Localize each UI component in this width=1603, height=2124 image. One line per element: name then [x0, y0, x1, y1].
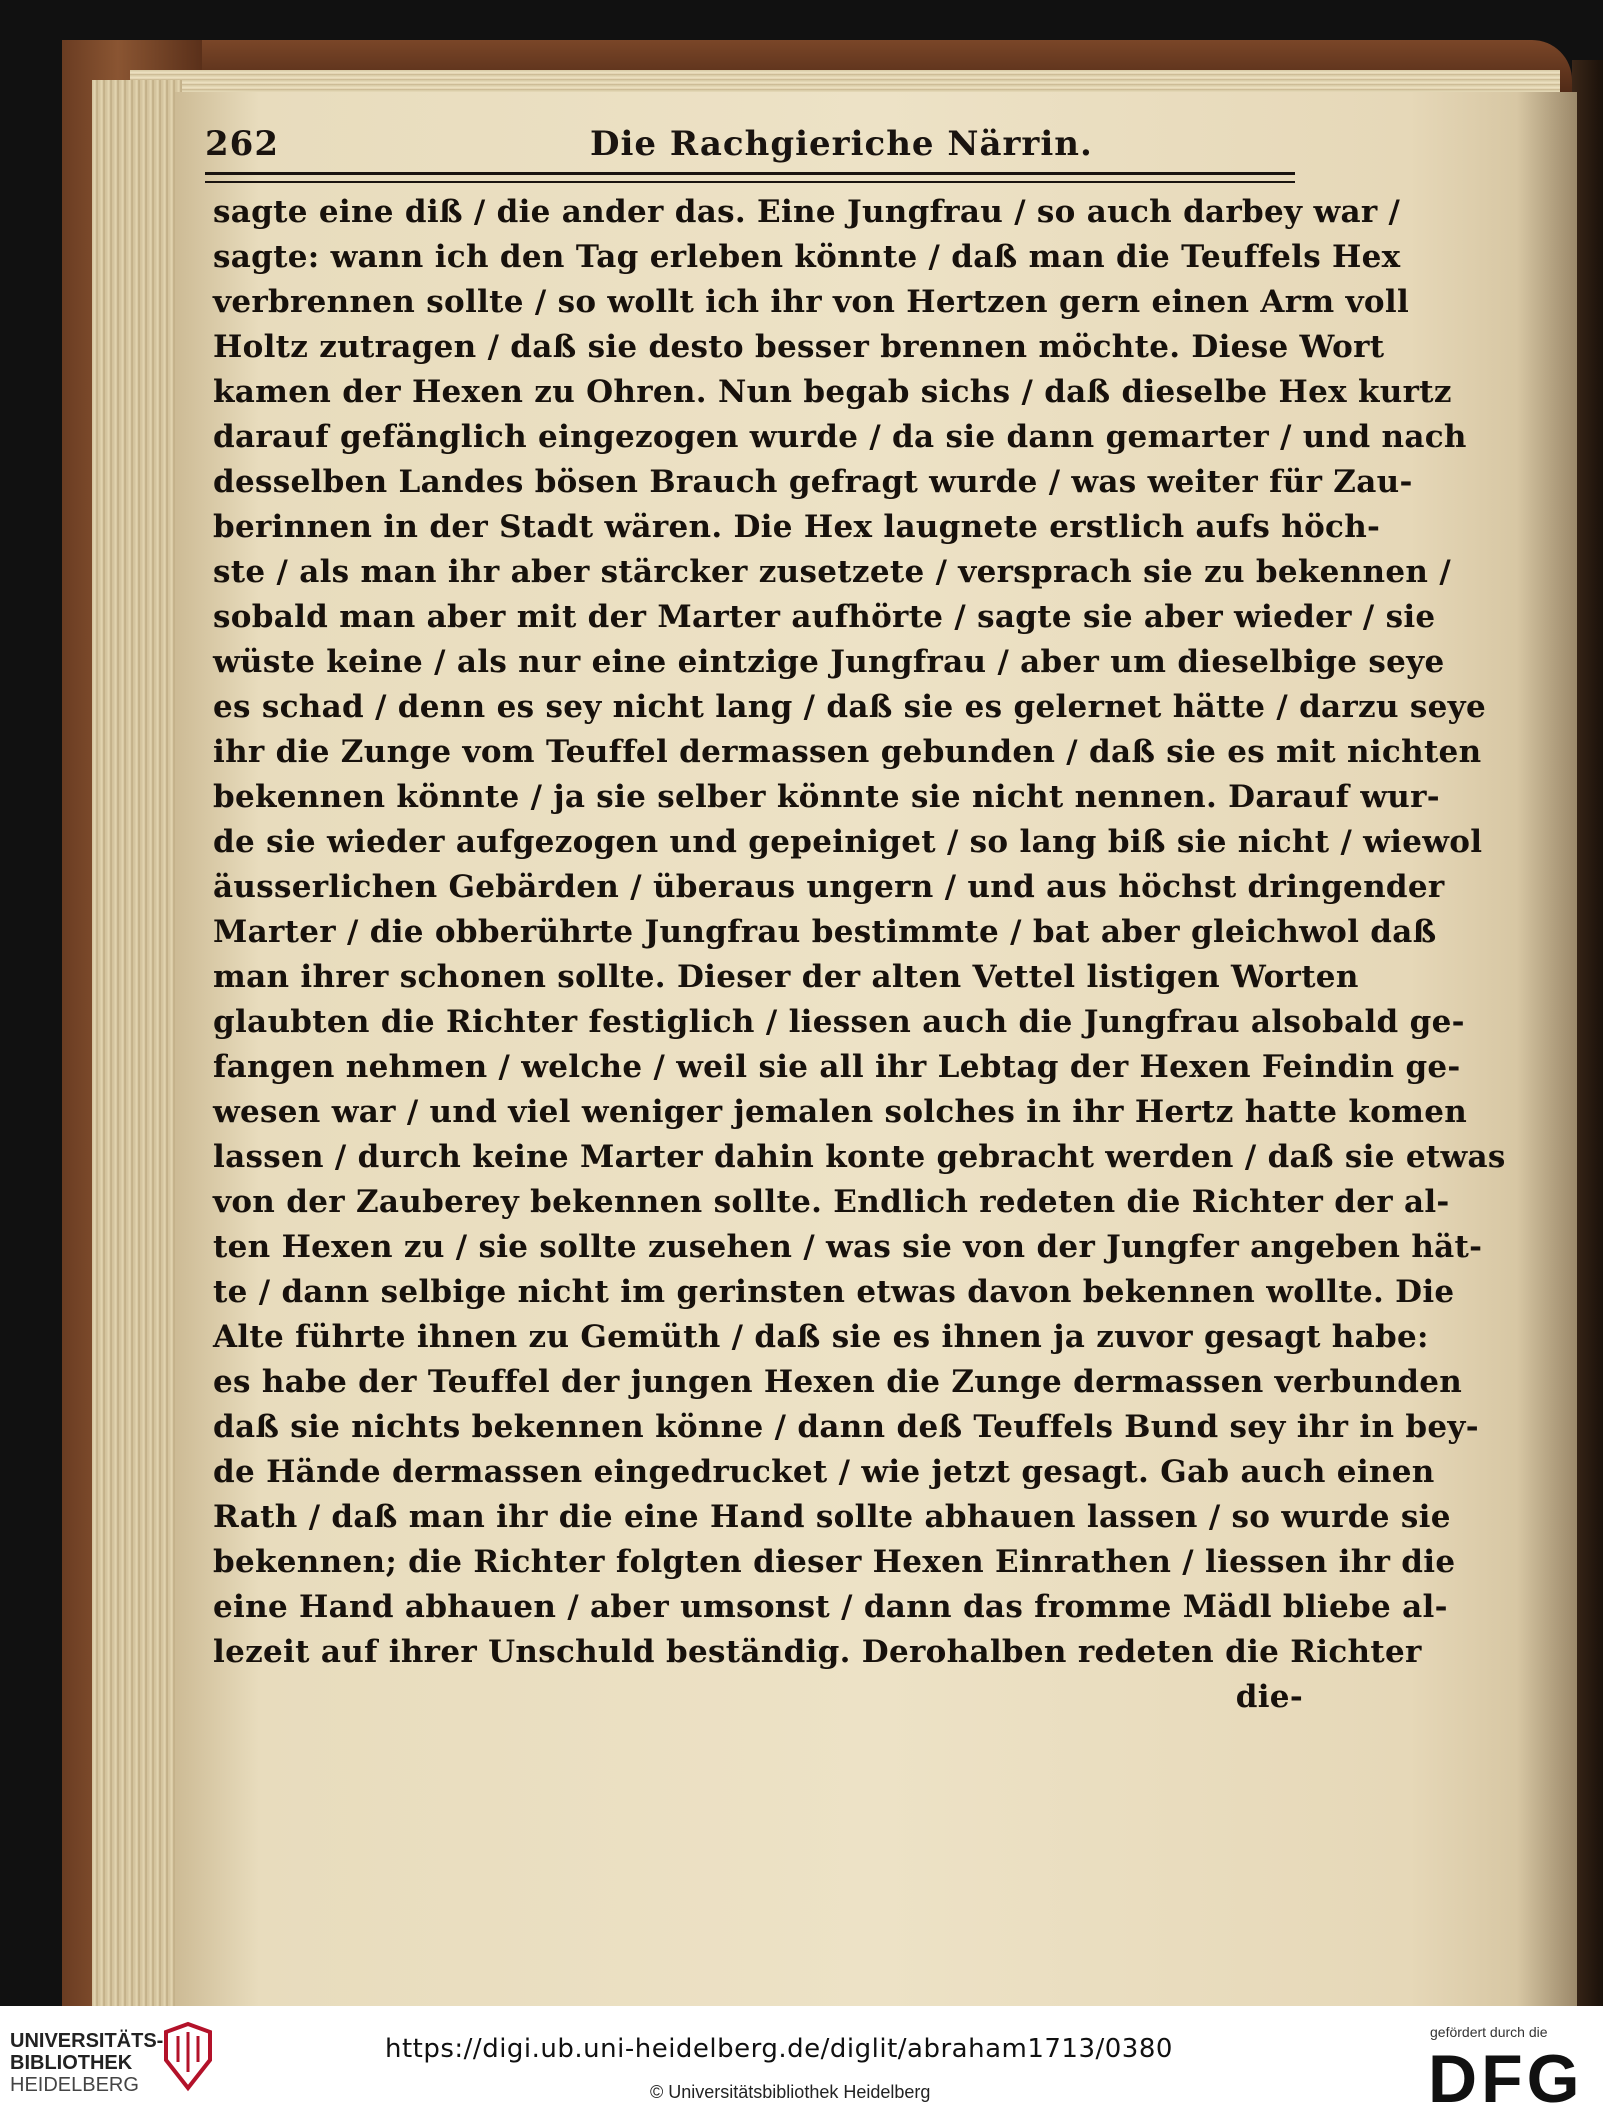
text-line: lezeit auf ihrer Unschuld beständig. Derohalben redeten die Richter [213, 1634, 1422, 1670]
text-line: sagte eine diß / die ander das. Eine Jungfrau / so auch darbey war / [213, 194, 1401, 230]
viewer-footer [0, 2006, 1603, 2124]
library-logo-text [10, 2030, 163, 2096]
text-line: bekennen; die Richter folgten dieser Hexen Einrathen / liessen ihr die [213, 1544, 1456, 1580]
text-line: eine Hand abhauen / aber umsonst / dann das fromme Mädl bliebe al- [213, 1589, 1448, 1625]
text-line: von der Zauberey bekennen sollte. Endlich redeten die Richter der al- [213, 1184, 1450, 1220]
text-line: wesen war / und viel weniger jemalen solches in ihr Hertz hatte komen [213, 1094, 1468, 1130]
running-title: Die Rachgieriche Närrin. [590, 124, 1093, 164]
text-line: berinnen in der Stadt wären. Die Hex laugnete erstlich aufs höch- [213, 509, 1381, 545]
text-line: darauf gefänglich eingezogen wurde / da sie dann gemarter / und nach [213, 419, 1467, 455]
page-stack-fore-edge [92, 80, 182, 2006]
text-line: kamen der Hexen zu Ohren. Nun begab sichs / daß dieselbe Hex kurtz [213, 374, 1452, 410]
library-name-line1: UNIVERSITÄTS- [10, 2030, 164, 2052]
running-head [205, 124, 1275, 164]
text-line: Rath / daß man ihr die eine Hand sollte abhauen lassen / so wurde sie [213, 1499, 1451, 1535]
text-line: verbrennen sollte / so wollt ich ihr von Hertzen gern einen Arm voll [213, 284, 1410, 320]
text-line: daß sie nichts bekennen könne / dann deß Teuffels Bund sey ihr in bey- [213, 1409, 1479, 1445]
text-line: ihr die Zunge vom Teuffel dermassen gebunden / daß sie es mit nichten [213, 734, 1482, 770]
library-logo-icon [158, 2022, 218, 2092]
catchword-text: die- [1235, 1679, 1303, 1715]
header-rule [205, 172, 1295, 183]
copyright-notice: © Universitätsbibliothek Heidelberg [650, 2082, 931, 2102]
text-line: Alte führte ihnen zu Gemüth / daß sie es ihnen ja zuvor gesagt habe: [213, 1319, 1429, 1355]
page-number: 262 [205, 124, 279, 164]
text-line: de sie wieder aufgezogen und gepeiniget / so lang biß sie nicht / wiewol [213, 824, 1483, 860]
body-text [213, 190, 1506, 1720]
text-line: de Hände dermassen eingedrucket / wie jetzt gesagt. Gab auch einen [213, 1454, 1435, 1490]
library-name-line2: BIBLIOTHEK [10, 2052, 133, 2074]
text-line: äusserlichen Gebärden / überaus ungern / und aus höchst dringender [213, 869, 1445, 905]
page-gutter-shadow [1517, 92, 1577, 2006]
text-line: sobald man aber mit der Marter aufhörte / sagte sie aber wieder / sie [213, 599, 1436, 635]
text-line: fangen nehmen / welche / weil sie all ihr Lebtag der Hexen Feindin ge- [213, 1049, 1461, 1085]
text-line: ten Hexen zu / sie sollte zusehen / was sie von der Jungfer angeben hät- [213, 1229, 1483, 1265]
catchword [213, 1675, 1303, 1720]
funding-note: gefördert durch die [1430, 2024, 1548, 2040]
text-line: ste / als man ihr aber stärcker zusetzete / versprach sie zu bekennen / [213, 554, 1451, 590]
text-line: lassen / durch keine Marter dahin konte gebracht werden / daß sie etwas [213, 1139, 1506, 1175]
text-line: Marter / die obberührte Jungfrau bestimmte / bat aber gleichwol daß [213, 914, 1437, 950]
text-line: bekennen könnte / ja sie selber könnte sie nicht nennen. Darauf wur- [213, 779, 1440, 815]
text-line: es schad / denn es sey nicht lang / daß sie es gelernet hätte / darzu seye [213, 689, 1487, 725]
text-line: Holtz zutragen / daß sie desto besser brennen möchte. Diese Wort [213, 329, 1385, 365]
text-line: desselben Landes bösen Brauch gefragt wurde / was weiter für Zau- [213, 464, 1413, 500]
dfg-logo: DFG [1428, 2041, 1584, 2117]
text-line: wüste keine / als nur eine eintzige Jungfrau / aber um dieselbige seye [213, 644, 1445, 680]
permalink-url[interactable]: https://digi.ub.uni-heidelberg.de/diglit/abraham1713/0380 [385, 2034, 1173, 2064]
text-line: es habe der Teuffel der jungen Hexen die Zunge dermassen verbunden [213, 1364, 1463, 1400]
text-line: glaubten die Richter festiglich / liessen auch die Jungfrau alsobald ge- [213, 1004, 1465, 1040]
library-name-line3: HEIDELBERG [10, 2074, 139, 2096]
text-line: sagte: wann ich den Tag erleben könnte / daß man die Teuffels Hex [213, 239, 1401, 275]
text-line: man ihrer schonen sollte. Dieser der alten Vettel listigen Worten [213, 959, 1359, 995]
text-line: te / dann selbige nicht im gerinsten etwas davon bekennen wollte. Die [213, 1274, 1455, 1310]
